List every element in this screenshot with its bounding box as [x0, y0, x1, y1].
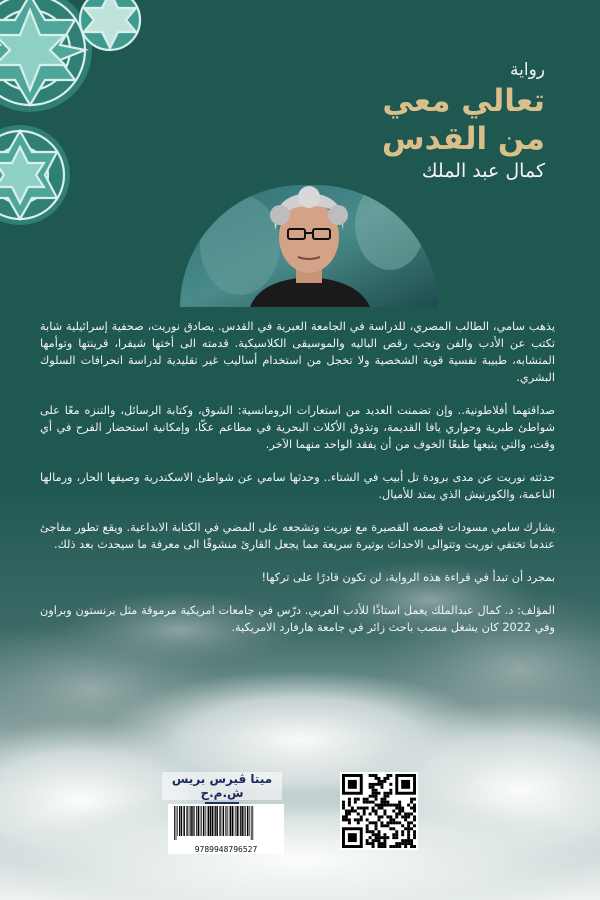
book-title	[382, 82, 545, 158]
blurb-paragraph-1: يذهب سامي، الطالب المصري، للدراسة في الجامعة العبرية في القدس. يصادق نوريت، صحفية إسرائيلية شابة تكتب عن الأدب والفن وتحب رقص الباليه والموسيقى الكلاسيكية. قدمته الى أختها شيفرا، قرينتها وتوأمها المتشابه، طبيبة نفسية قوية الشخصية ولا تخجل من استخدام أساليب غير تقليدية لدراسة انحرافات السلوك البشري.	[40, 320, 555, 384]
qr-code-icon	[342, 774, 416, 848]
author-bio: المؤلف: د. كمال عبدالملك يعمل استاذًا للأدب العربي. درّس في جامعات امريكية مرموقة مثل برنستون وبراون وفي 2022 كان يشغل منصب باحث زائر في جامعة هارفارد الامريكية.	[40, 604, 555, 634]
book-title-line-1: تعالي معي	[382, 83, 545, 119]
blurb-paragraph-5: بمجرد أن تبدأ في قراءة هذه الرواية، لن تكون قادرًا على تركها!	[261, 571, 555, 584]
barcode-icon	[172, 806, 272, 840]
blurb-paragraph-3: حدثته نوريت عن مدى برودة تل أبيب في الشتاء.. وحدثها سامي عن شواطئ الاسكندرية وصيفها الحار، ورمالها الناعمة، والكورنيش الذي يمتد للأميال.	[40, 471, 555, 501]
qr-code[interactable]	[340, 772, 418, 850]
isbn-number: 9789948796527	[194, 845, 258, 854]
author-name: كمال عبد الملك	[421, 160, 545, 182]
author-photo	[180, 185, 438, 307]
genre-label: رواية	[510, 60, 545, 80]
blurb-paragraph-4: يشارك سامي مسودات قصصه القصيرة مع نوريت وتشجعه على المضي في الكتابة الابداعية. ويقع تطور مفاجئ عندما تختفي نوريت وتتوالى الاحداث بوتيرة سريعة مما يجعل القارئ منشوقًا الى معرفة ما سيحدث بعد ذلك.	[40, 521, 555, 551]
book-title-line-2: من القدس	[381, 121, 545, 157]
blurb-text	[40, 318, 555, 652]
geometric-ornament	[0, 0, 160, 280]
publisher-name: ميتا ڤيرس بريس ش.م.ح	[162, 772, 282, 800]
blurb-paragraph-2: صداقتهما أفلاطونية.. وإن تضمنت العديد من استعارات الرومانسية: الشوق، وكتابة الرسائل، والتنزه معًا على شواطئ طبرية وحواري يافا القديمة، وتذوق الأكلات البحرية في مطاعم عكّا، وإمكانية استحضار الفرح في أي وقت، والتي يتبعها طبعًا الخوف من أن يفقد الواحد منهما الآخر.	[40, 404, 555, 451]
isbn-barcode	[168, 804, 284, 854]
